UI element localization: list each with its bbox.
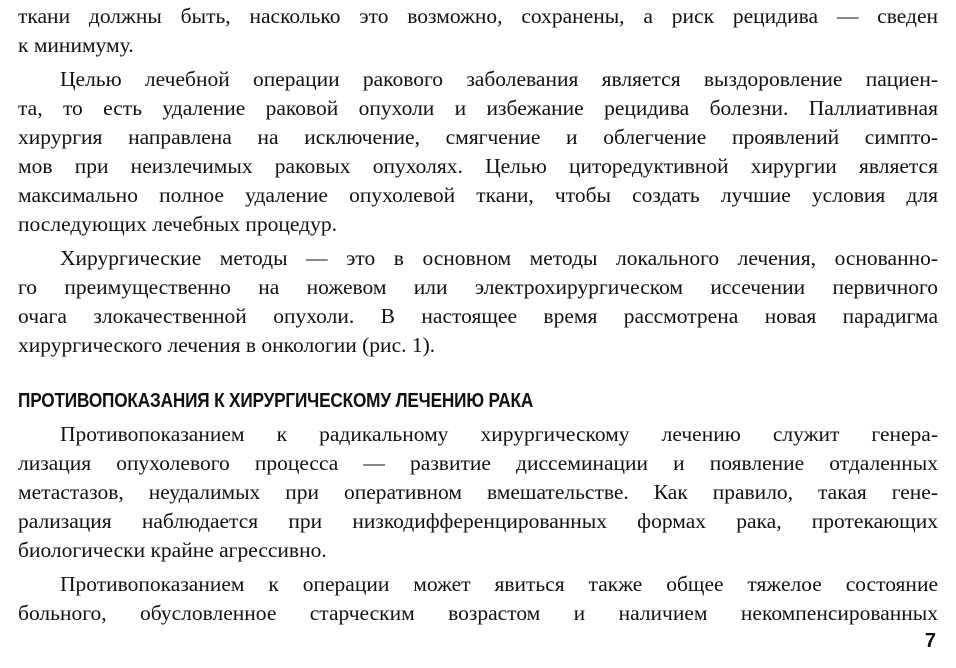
text-line: к минимуму. xyxy=(18,33,134,57)
page-number: 7 xyxy=(924,630,936,652)
text-line: больного, обусловленное старческим возрастом и наличием некомпенсированных xyxy=(18,601,938,625)
text-line: Целью лечебной операции ракового заболевания является выздоровление пациен- xyxy=(60,67,938,91)
section-heading: ПРОТИВОПОКАЗАНИЯ К ХИРУРГИЧЕСКОМУ ЛЕЧЕНИЮ РАКА xyxy=(18,390,534,412)
text-line: Противопоказанием к радикальному хирургическому лечению служит генера- xyxy=(60,422,938,446)
paragraph xyxy=(18,65,938,239)
text-line: хирургия направлена на исключение, смягчение и облегчение проявлений симпто- xyxy=(18,125,938,149)
text-line: метастазов, неудалимых при оперативном вмешательстве. Как правило, такая гене- xyxy=(18,480,938,504)
body-text-before-heading xyxy=(18,2,938,360)
text-line: Хирургические методы — это в основном методы локального лечения, основанно- xyxy=(60,246,938,270)
text-line: биологически крайне агрессивно. xyxy=(18,538,327,562)
text-line: рализация наблюдается при низкодифференцированных формах рака, протекающих xyxy=(18,509,938,533)
document-page xyxy=(18,0,938,628)
text-line: последующих лечебных процедур. xyxy=(18,212,337,236)
body-text-after-heading xyxy=(18,420,938,628)
paragraph xyxy=(18,570,938,628)
paragraph xyxy=(18,244,938,360)
text-line: Противопоказанием к операции может явиться также общее тяжелое состояние xyxy=(60,572,938,596)
text-line: ткани должны быть, насколько это возможно, сохранены, а риск рецидива — сведен xyxy=(18,4,938,28)
paragraph xyxy=(18,2,938,60)
text-line: та, то есть удаление раковой опухоли и избежание рецидива болезни. Паллиативная xyxy=(18,96,938,120)
text-line: очага злокачественной опухоли. В настоящее время рассмотрена новая парадигма xyxy=(18,304,938,328)
text-line: мов при неизлечимых раковых опухолях. Целью циторедуктивной хирургии является xyxy=(18,154,938,178)
text-line: максимально полное удаление опухолевой ткани, чтобы создать лучшие условия для xyxy=(18,183,938,207)
paragraph xyxy=(18,420,938,565)
text-line: лизация опухолевого процесса — развитие диссеминации и появление отдаленных xyxy=(18,451,938,475)
text-line: хирургического лечения в онкологии (рис. 1). xyxy=(18,333,436,357)
text-line: го преимущественно на ножевом или электрохирургическом иссечении первичного xyxy=(18,275,938,299)
